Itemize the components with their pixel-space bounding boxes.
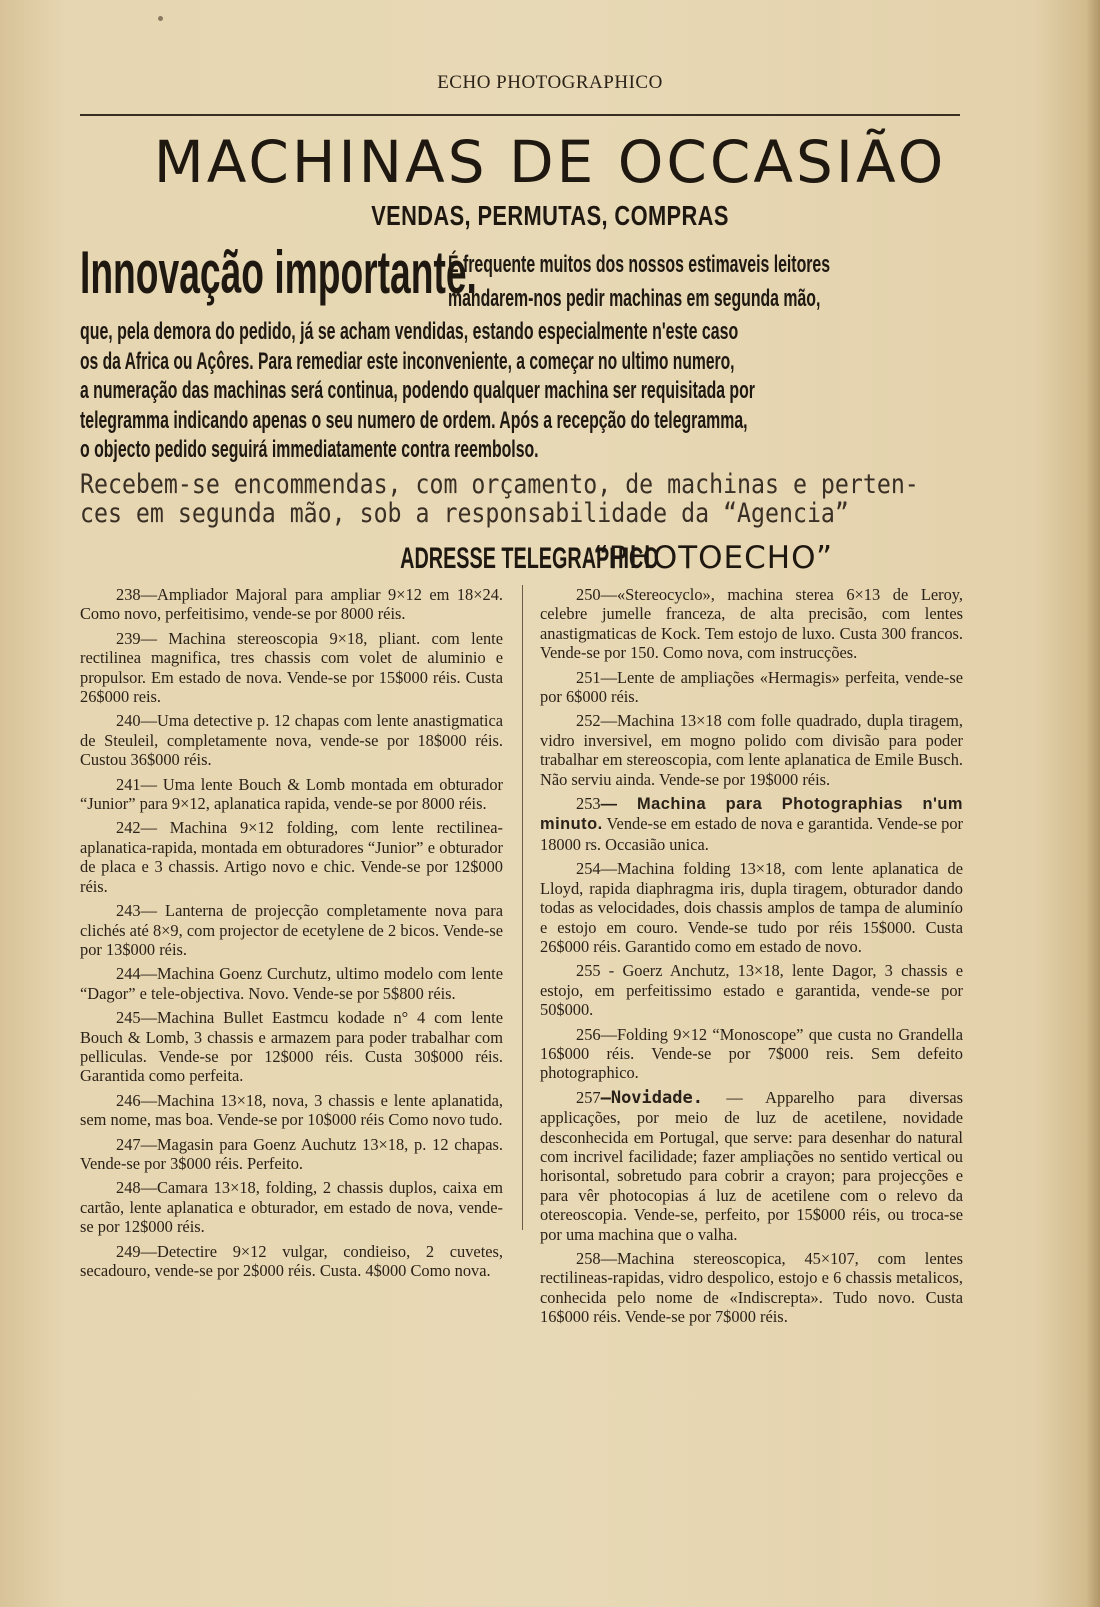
entry-number: 246 bbox=[116, 1090, 141, 1110]
left-listing-column bbox=[80, 585, 503, 1285]
entry-emphasis: —Novidade. bbox=[600, 1087, 703, 1108]
listing-entry bbox=[80, 1242, 503, 1281]
listing-entry bbox=[540, 711, 963, 789]
listing-entry bbox=[540, 585, 963, 663]
entry-number: 249 bbox=[116, 1241, 141, 1261]
entry-number: 257 bbox=[576, 1087, 601, 1107]
entry-text: —Machina folding 13×18, com lente aplanatica de Lloyd, rapida diaphragma iris, dupla tiragem, obturador dando todas as velocidades, dois chassis amplos de tampa de aluminío e estojo em couro. Vende-se tudo por réis 15$000. Custa 26$000 réis. Garantido como em estado de novo. bbox=[540, 859, 963, 956]
orders-notice bbox=[80, 470, 960, 528]
entry-text: —Ampliador Majoral para ampliar 9×12 em 18×24. Como novo, perfeitisimo, vende-se por 8000 réis. bbox=[80, 585, 503, 624]
entry-number: 253 bbox=[576, 794, 601, 814]
listing-entry bbox=[80, 711, 503, 769]
entry-text: —Uma detective p. 12 chapas com lente anastigmatica de Steuleil, completamente nova, vende-se por 18$000 réis. Custou 36$000 réis. bbox=[80, 711, 503, 770]
entry-text: —Machina 13×18, nova, 3 chassis e lente aplanatida, sem nome, mas boa. Vende-se por 10$000 réis Como novo tudo. bbox=[80, 1090, 503, 1130]
intro-line: É frequente muitos dos nossos estimaveis leitores bbox=[448, 251, 831, 278]
intro-line: mandarem-nos pedir machinas em segunda mão, bbox=[448, 285, 821, 312]
entry-number: 238 bbox=[116, 585, 141, 604]
address-value: “PHOTOECHO” bbox=[592, 540, 834, 576]
intro-line: a numeração das machinas será continua, podendo qualquer machina ser requisitada por bbox=[80, 377, 755, 404]
page-subtitle: VENDAS, PERMUTAS, COMPRAS bbox=[371, 200, 729, 231]
entry-text: —Lente de ampliações «Hermagis» perfeita, vende-se por 6$000 réis. bbox=[540, 667, 963, 707]
notice-line: ces em segunda mão, sob a responsabilidade da “Agencia” bbox=[80, 498, 849, 529]
listing-entry bbox=[540, 1025, 963, 1083]
entry-text: — Lanterna de projecção completamente nova para clichés até 8×9, com projector de ecetylene de 2 bicos. Vende-se por 13$000 réis. bbox=[80, 901, 503, 959]
listing-entry bbox=[540, 1088, 963, 1244]
entry-number: 241 bbox=[116, 774, 141, 794]
entry-number: 239 bbox=[116, 628, 141, 648]
listing-entry bbox=[540, 668, 963, 707]
listing-entry bbox=[80, 1008, 503, 1086]
listing-entry bbox=[540, 961, 963, 1019]
entry-number: 245 bbox=[116, 1008, 141, 1028]
listing-entry bbox=[80, 585, 503, 624]
entry-text: —Folding 9×12 “Monoscope” que custa no Grandella 16$000 réis. Vende-se por 7$000 reis. Sem defeito photographico. bbox=[540, 1024, 963, 1083]
entry-text: — Machina 9×12 folding, com lente rectilinea-aplanatica-rapida, montada em obturadores “Junior” e obturador de placa e 3 chassis. Artigo novo e chic. Vende-se por 12$000 réis. bbox=[80, 818, 503, 896]
entry-number: 240 bbox=[116, 711, 141, 731]
entry-number: 242 bbox=[116, 818, 141, 838]
entry-text: —Detectire 9×12 vulgar, condieiso, 2 cuvetes, secadouro, vende-se por 2$000 réis. Custa. 4$000 Como nova. bbox=[80, 1241, 503, 1280]
listing-entry bbox=[80, 901, 503, 959]
entry-number: 247 bbox=[116, 1134, 141, 1154]
listing-entry bbox=[540, 1249, 963, 1327]
listing-entry bbox=[80, 1091, 503, 1130]
entry-text: —Machina Bullet Eastmcu kodade n° 4 com lente Bouch & Lomb, 3 chassis e armazem para poder trabalhar com pelliculas. Vende-se por 12$000 réis. Custa 30$000 réis. Garantida como perfeita. bbox=[80, 1008, 503, 1086]
column-divider bbox=[522, 585, 523, 1230]
entry-text: —Magasin para Goenz Auchutz 13×18, p. 12 chapas. Vende-se por 3$000 réis. Perfeito. bbox=[80, 1134, 503, 1173]
entry-text: — Apparelho para diversas applicações, por meio de luz de acetilene, novidade desconhecida em Portugal, que serve: para desenhar do natural com incrivel facilidade; fazer ampliações no sentido vertical ou horisontal, sobretudo para cobrir a crayon; para projecções e para vêr photocopias á luz de acetilene com o relevo da otereoscopia. Vende-se, perfeito, por 15$000 réis, ou troca-se por uma machina que o valha. bbox=[540, 1087, 963, 1244]
entry-text: — Uma lente Bouch & Lomb montada em obturador “Junior” para 9×12, aplanatica rapida, vende-se por 8000 réis. bbox=[80, 774, 503, 814]
entry-emphasis: — Machina para Photographias n'um minuto. bbox=[540, 795, 963, 834]
entry-number: 248 bbox=[116, 1178, 141, 1198]
entry-text: Vende-se em estado de nova e garantida. Vende-se por 18000 rs. Occasião unica. bbox=[540, 814, 963, 854]
entry-number: 251 bbox=[576, 667, 601, 687]
paper-speck bbox=[158, 16, 163, 21]
header-rule bbox=[80, 114, 960, 116]
right-listing-column bbox=[540, 585, 963, 1332]
notice-line: Recebem-se encommendas, com orçamento, de machinas e perten- bbox=[80, 469, 919, 500]
entry-number: 252 bbox=[576, 711, 601, 731]
entry-text: —Machina stereoscopica, 45×107, com lentes rectilineas-rapidas, vidro despolico, estojo e 6 chassis metalicos, conhecida pelo nome de «Indiscrepta». Tudo novo. Custa 16$000 réis. Vende-se por 7$000 réis. bbox=[540, 1249, 963, 1327]
listing-entry bbox=[80, 818, 503, 896]
telegraphic-address bbox=[0, 540, 1100, 576]
entry-number: 256 bbox=[576, 1024, 601, 1044]
listing-entry bbox=[80, 775, 503, 814]
listing-entry bbox=[80, 1135, 503, 1174]
entry-text: —Machina Goenz Curchutz, ultimo modelo com lente “Dagor” e tele-objectiva. Novo. Vende-se por 5$800 réis. bbox=[80, 964, 503, 1003]
listing-entry bbox=[540, 794, 963, 854]
listing-entry bbox=[80, 1178, 503, 1236]
entry-number: 244 bbox=[116, 964, 141, 984]
listing-entry bbox=[80, 964, 503, 1003]
entry-number: 254 bbox=[576, 859, 601, 879]
entry-text: —«Stereocyclo», machina sterea 6×13 de Leroy, celebre jumelle franceza, de alta precisão, com lentes anastigmaticas de Kock. Tem estojo de luxo. Custa 300 francos. Vende-se por 150. Como nova, com instrucções. bbox=[540, 585, 963, 663]
entry-number: 258 bbox=[576, 1249, 601, 1268]
intro-line: os da Africa ou Açôres. Para remediar este inconveniente, a começar no ultimo numero, bbox=[80, 348, 735, 375]
listing-entry bbox=[540, 859, 963, 956]
address-label: ADRESSE TELEGRAPHICO bbox=[400, 542, 659, 575]
entry-text: - Goerz Anchutz, 13×18, lente Dagor, 3 chassis e estojo, em perfeitissimo estado e garantida, vende-se por 50$000. bbox=[540, 961, 963, 1020]
intro-line: que, pela demora do pedido, já se acham vendidas, estando especialmente n'este caso bbox=[80, 318, 739, 345]
page-edge-shadow bbox=[1086, 0, 1100, 1607]
entry-number: 243 bbox=[116, 901, 141, 921]
intro-heading: Innovação importante. bbox=[80, 239, 477, 306]
intro-line: telegramma indicando apenas o seu numero de ordem. Após a recepção do telegramma, bbox=[80, 407, 748, 434]
running-head: ECHO PHOTOGRAPHICO bbox=[437, 72, 663, 93]
page-title: MACHINAS DE OCCASIÃO bbox=[153, 128, 947, 196]
entry-text: — Machina stereoscopia 9×18, pliant. com lente rectilinea magnifica, tres chassis com volet de aluminio e propulsor. Em estado de nova. Vende-se por 15$000 réis. Custa 26$000 reis. bbox=[80, 628, 503, 707]
entry-number: 250 bbox=[576, 585, 601, 604]
entry-text: —Camara 13×18, folding, 2 chassis duplos, caixa em cartão, lente aplanatica e obturador, em estado de nova, vende-se por 12$000 réis. bbox=[80, 1178, 503, 1237]
listing-entry bbox=[80, 629, 503, 707]
entry-number: 255 bbox=[576, 961, 601, 981]
intro-line: o objecto pedido seguirá immediatamente contra reembolso. bbox=[80, 436, 539, 463]
entry-text: —Machina 13×18 com folle quadrado, dupla tiragem, vidro inversivel, em mogno polido com divisão para poder trabalhar em stereoscopia, com lente aplanatica de Emile Busch. Não serviu ainda. Vende-se por 19$000 réis. bbox=[540, 711, 963, 789]
